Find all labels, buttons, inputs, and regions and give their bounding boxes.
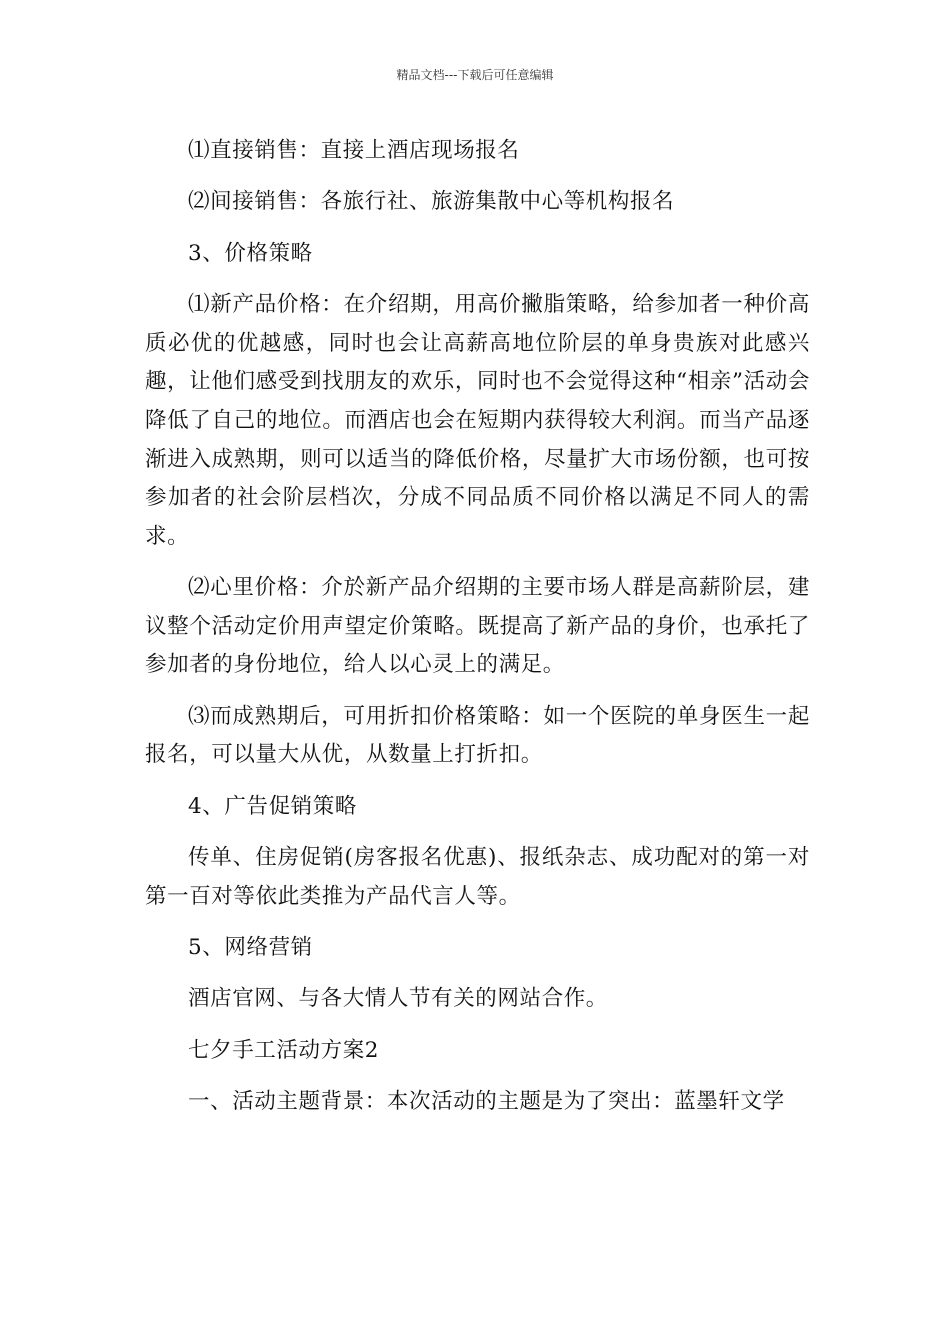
section-heading-advertising: 4、广告促销策略 xyxy=(188,793,357,819)
paragraph-psychological-price: ⑵心里价格：介於新产品介绍期的主要市场人群是高薪阶层，建议整个活动定价用声望定价策略。既提高了新产品的身价，也承托了参加者的身份地位，给人以心灵上的满足。 xyxy=(145,575,810,678)
paragraph-discount-price: ⑶而成熟期后，可用折扣价格策略：如一个医院的单身医生一起报名，可以量大从优，从数量上打折扣。 xyxy=(145,703,810,768)
paragraph-online-marketing: 酒店官网、与各大情人节有关的网站合作。 xyxy=(188,986,608,1012)
paragraph-activity-theme: 一、活动主题背景：本次活动的主题是为了突出：蓝墨轩文学 xyxy=(188,1089,785,1115)
paragraph-direct-sales: ⑴直接销售：直接上酒店现场报名 xyxy=(188,138,520,163)
paragraph-indirect-sales: ⑵间接销售：各旅行社、旅游集散中心等机构报名 xyxy=(188,189,675,215)
paragraph-new-product-price: ⑴新产品价格：在介绍期，用高价撇脂策略，给参加者一种价高质必优的优越感，同时也会让高薪高地位阶层的单身贵族对此感兴趣，让他们感受到找朋友的欢乐，同时也不会觉得这种“相亲”活动会降低了自己的地位。而酒店也会在短期内获得较大利润。而当产品逐渐进入成熟期，则可以适当的降低价格，尽量扩大市场份额，也可按参加者的社会阶层档次，分成不同品质不同价格以满足不同人的需求。 xyxy=(145,292,810,549)
document-body xyxy=(145,132,810,1135)
section-heading-pricing: 3、价格策略 xyxy=(188,240,313,266)
section-heading-online-marketing: 5、网络营销 xyxy=(188,935,313,961)
section-title-plan-2: 七夕手工活动方案2 xyxy=(188,1037,380,1063)
page-header: 精品文档---下载后可任意编辑 xyxy=(396,68,554,82)
paragraph-advertising: 传单、住房促销(房客报名优惠)、报纸杂志、成功配对的第一对第一百对等依此类推为产品代言人等。 xyxy=(145,845,810,909)
